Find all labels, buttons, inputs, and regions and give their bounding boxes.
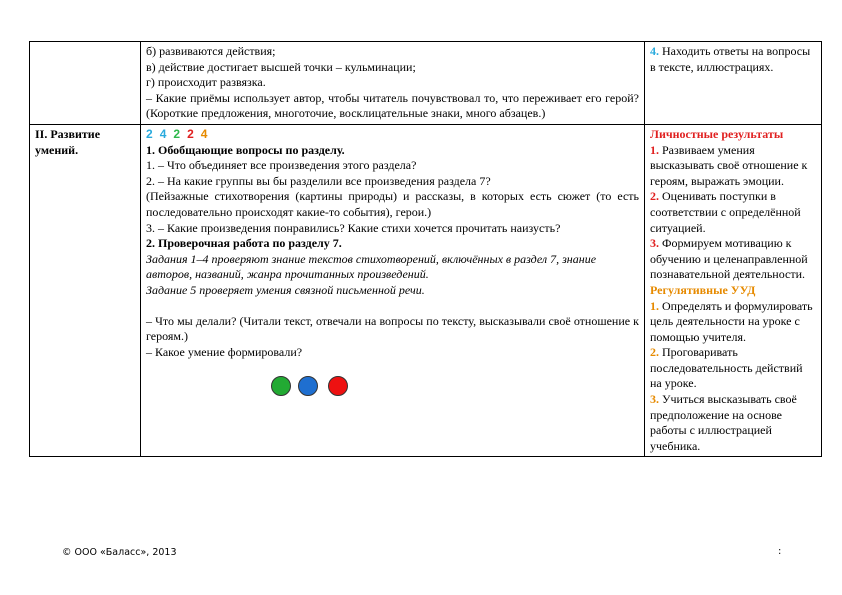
uud-number: 1. bbox=[650, 142, 659, 157]
uud-item bbox=[650, 189, 816, 236]
question: 1. – Что объединяет все произведения этого раздела? bbox=[146, 158, 417, 173]
uud-text: Развиваем умения высказывать своё отношение к героям, выражать эмоции. bbox=[650, 142, 808, 188]
stage-cell: II. Развитие умений. bbox=[30, 124, 141, 456]
uud-number: 2. bbox=[650, 345, 659, 360]
uud-text: Учиться высказывать своё предположение на основе работы с иллюстрацией учебника. bbox=[650, 392, 797, 453]
uud-item bbox=[650, 299, 816, 346]
blue-circle-icon bbox=[298, 376, 318, 396]
page-mark: : bbox=[778, 546, 782, 557]
uud-item bbox=[650, 392, 816, 454]
reflection-question: – Что мы делали? (Читали текст, отвечали на вопросы по тексту, высказывали своё отношение к героям.) bbox=[146, 313, 639, 344]
copyright-footer: © ООО «Баласс», 2013 bbox=[62, 547, 177, 558]
question: 2. – На какие группы вы бы разделили все произведения раздела 7? bbox=[146, 173, 491, 188]
color-circles bbox=[271, 376, 351, 396]
uud-number: 1. bbox=[650, 298, 659, 313]
uud-cell bbox=[645, 42, 822, 125]
answer: (Пейзажные стихотворения (картины природы) и рассказы, в которых есть сюжет (то есть последовательно происходят какие-то события), герои.) bbox=[146, 189, 639, 219]
colored-number: 4 bbox=[159, 126, 167, 141]
colored-number: 4 bbox=[200, 126, 208, 141]
uud-number: 3. bbox=[650, 236, 659, 251]
uud-text: Находить ответы на вопросы в тексте, иллюстрациях. bbox=[650, 44, 811, 74]
test-title: 2. Проверочная работа по разделу 7. bbox=[146, 236, 342, 251]
activity-line: в) действие достигает высшей точки – кульминации; bbox=[146, 59, 416, 74]
uud-number: 3. bbox=[650, 392, 659, 407]
uud-text: Формируем мотивацию к обучению и целенаправленной познавательной деятельности. bbox=[650, 236, 808, 282]
colored-number: 2 bbox=[187, 126, 194, 141]
stage-cell bbox=[30, 42, 141, 125]
uud-item bbox=[650, 345, 816, 392]
activity-line: г) происходит развязка. bbox=[146, 75, 266, 90]
uud-number: 2. bbox=[650, 189, 659, 204]
question: 3. – Какие произведения понравились? Какие стихи хочется прочитать наизусть? bbox=[146, 220, 561, 235]
activity-cell bbox=[141, 42, 645, 125]
uud-item bbox=[650, 236, 816, 283]
activity-line: б) развиваются действия; bbox=[146, 44, 276, 58]
uud-text: Определять и формулировать цель деятельности на уроке с помощью учителя. bbox=[650, 298, 813, 344]
reflection-question: – Какое умение формировали? bbox=[146, 344, 303, 359]
table-row bbox=[30, 124, 822, 456]
uud-number: 4. bbox=[650, 44, 659, 58]
colored-number: 2 bbox=[173, 126, 181, 141]
lesson-table bbox=[29, 41, 822, 457]
personal-results-title: Личностные результаты bbox=[650, 126, 784, 141]
activity-cell bbox=[141, 124, 645, 456]
questions-title: 1. Обобщающие вопросы по разделу. bbox=[146, 142, 345, 157]
uud-item bbox=[650, 143, 816, 190]
task-description: Задания 1–4 проверяют знание текстов стихотворений, включённых в раздел 7, знание авторов, названий, жанра прочитанных произведений. bbox=[146, 251, 597, 282]
colored-numbers bbox=[146, 127, 639, 143]
red-circle-icon bbox=[328, 376, 348, 396]
regulative-title: Регулятивные УУД bbox=[650, 282, 756, 297]
green-circle-icon bbox=[271, 376, 291, 396]
uud-cell bbox=[645, 124, 822, 456]
activity-line: – Какие приёмы использует автор, чтобы читатель почувствовал то, что переживает его герой? (Короткие предложения, многоточие, восклицательные знаки, много абзацев.) bbox=[146, 90, 639, 121]
colored-number: 2 bbox=[146, 126, 153, 141]
uud-text: Проговаривать последовательность действий на уроке. bbox=[650, 345, 803, 391]
uud-text: Оценивать поступки в соответствии с определённой ситуацией. bbox=[650, 189, 801, 235]
table-row bbox=[30, 42, 822, 125]
task-description: Задание 5 проверяет умения связной письменной речи. bbox=[146, 282, 425, 297]
